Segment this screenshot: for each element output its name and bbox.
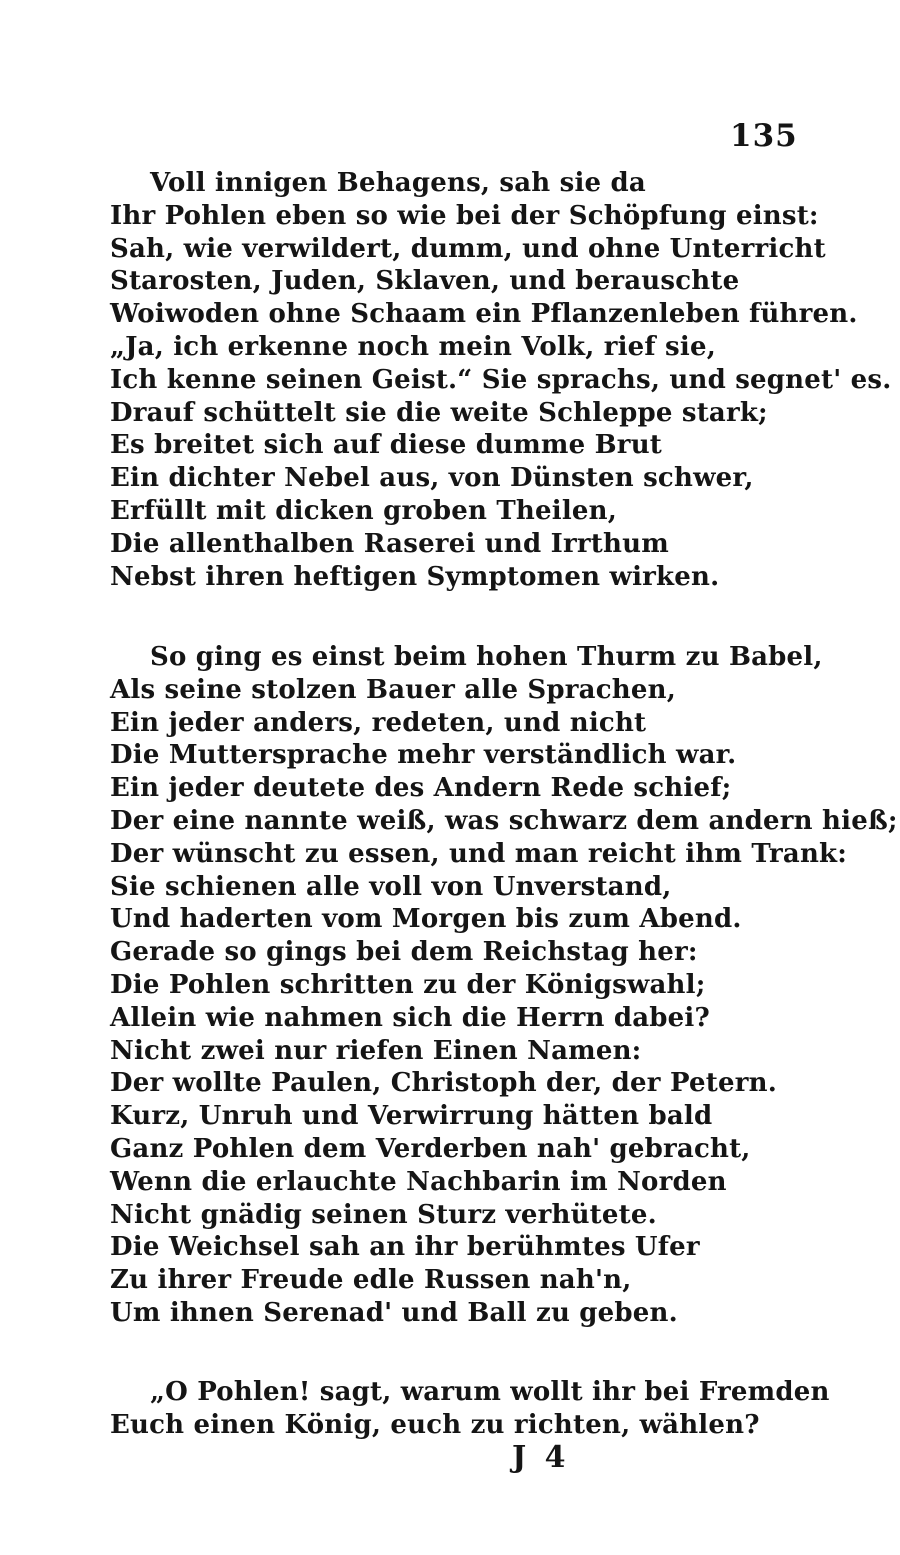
verse-line: So ging es einst beim hohen Thurm zu Babel, [150,642,823,672]
verse-line: Ein dichter Nebel aus, von Dünsten schwer, [110,463,754,494]
verse-line: Die Weichsel sah an ihr berühmtes Ufer [110,1232,700,1263]
verse-line: Und haderten vom Morgen bis zum Abend. [110,904,742,935]
verse-line: Ihr Pohlen eben so wie bei der Schöpfung einst: [110,200,819,231]
stanza-1 [110,167,892,593]
verse-line: Sie schienen alle voll von Unverstand, [110,871,672,902]
stanza-3 [110,1376,830,1442]
page-number: 135 [730,118,798,154]
verse-line: Die allenthalben Raserei und Irrthum [110,528,669,559]
verse-line: Sah, wie verwildert, dumm, und ohne Unterricht [110,233,826,264]
verse-line: Ich kenne seinen Geist.“ Sie sprachs, und segnet' es. [110,364,892,395]
verse-line: Voll innigen Behagens, sah sie da [150,168,646,198]
verse-line: Erfüllt mit dicken groben Theilen, [110,495,618,526]
verse-line: Es breitet sich auf diese dumme Brut [110,430,663,461]
verse-line: Nicht gnädig seinen Sturz verhütete. [110,1199,657,1230]
verse-line: Zu ihrer Freude edle Russen nah'n, [110,1265,632,1296]
verse-line: Allein wie nahmen sich die Herrn dabei? [110,1002,710,1033]
signature-mark: J 4 [512,1440,570,1475]
verse-line: Ein jeder deutete des Andern Rede schief; [110,773,732,804]
verse-line: Die Muttersprache mehr verständlich war. [110,740,737,771]
verse-line: „O Pohlen! sagt, warum wollt ihr bei Fremden [150,1377,830,1407]
verse-line: Woiwoden ohne Schaam ein Pflanzenleben führen. [110,299,858,330]
verse-line: Nicht zwei nur riefen Einen Namen: [110,1035,642,1066]
verse-line: Um ihnen Serenad' und Ball zu geben. [110,1297,678,1328]
verse-line: Der wünscht zu essen, und man reicht ihm Trank: [110,838,848,869]
verse-line: Die Pohlen schritten zu der Königswahl; [110,969,706,1000]
verse-line: Der wollte Paulen, Christoph der, der Petern. [110,1068,777,1099]
verse-line: „Ja, ich erkenne noch mein Volk, rief sie, [110,331,716,362]
verse-line: Starosten, Juden, Sklaven, und berauschte [110,266,740,297]
verse-line: Als seine stolzen Bauer alle Sprachen, [110,674,676,705]
verse-line: Ein jeder anders, redeten, und nicht [110,707,647,738]
verse-line: Der eine nannte weiß, was schwarz dem andern hieß; [110,805,898,836]
stanza-2 [110,641,898,1330]
verse-line: Ganz Pohlen dem Verderben nah' gebracht, [110,1133,751,1164]
verse-line: Drauf schüttelt sie die weite Schleppe stark; [110,397,768,428]
verse-line: Kurz, Unruh und Verwirrung hätten bald [110,1101,713,1132]
verse-line: Euch einen König, euch zu richten, wählen? [110,1409,760,1440]
verse-line: Wenn die erlauchte Nachbarin im Norden [110,1166,727,1197]
verse-line: Gerade so gings bei dem Reichstag her: [110,937,698,968]
verse-line: Nebst ihren heftigen Symptomen wirken. [110,561,720,592]
